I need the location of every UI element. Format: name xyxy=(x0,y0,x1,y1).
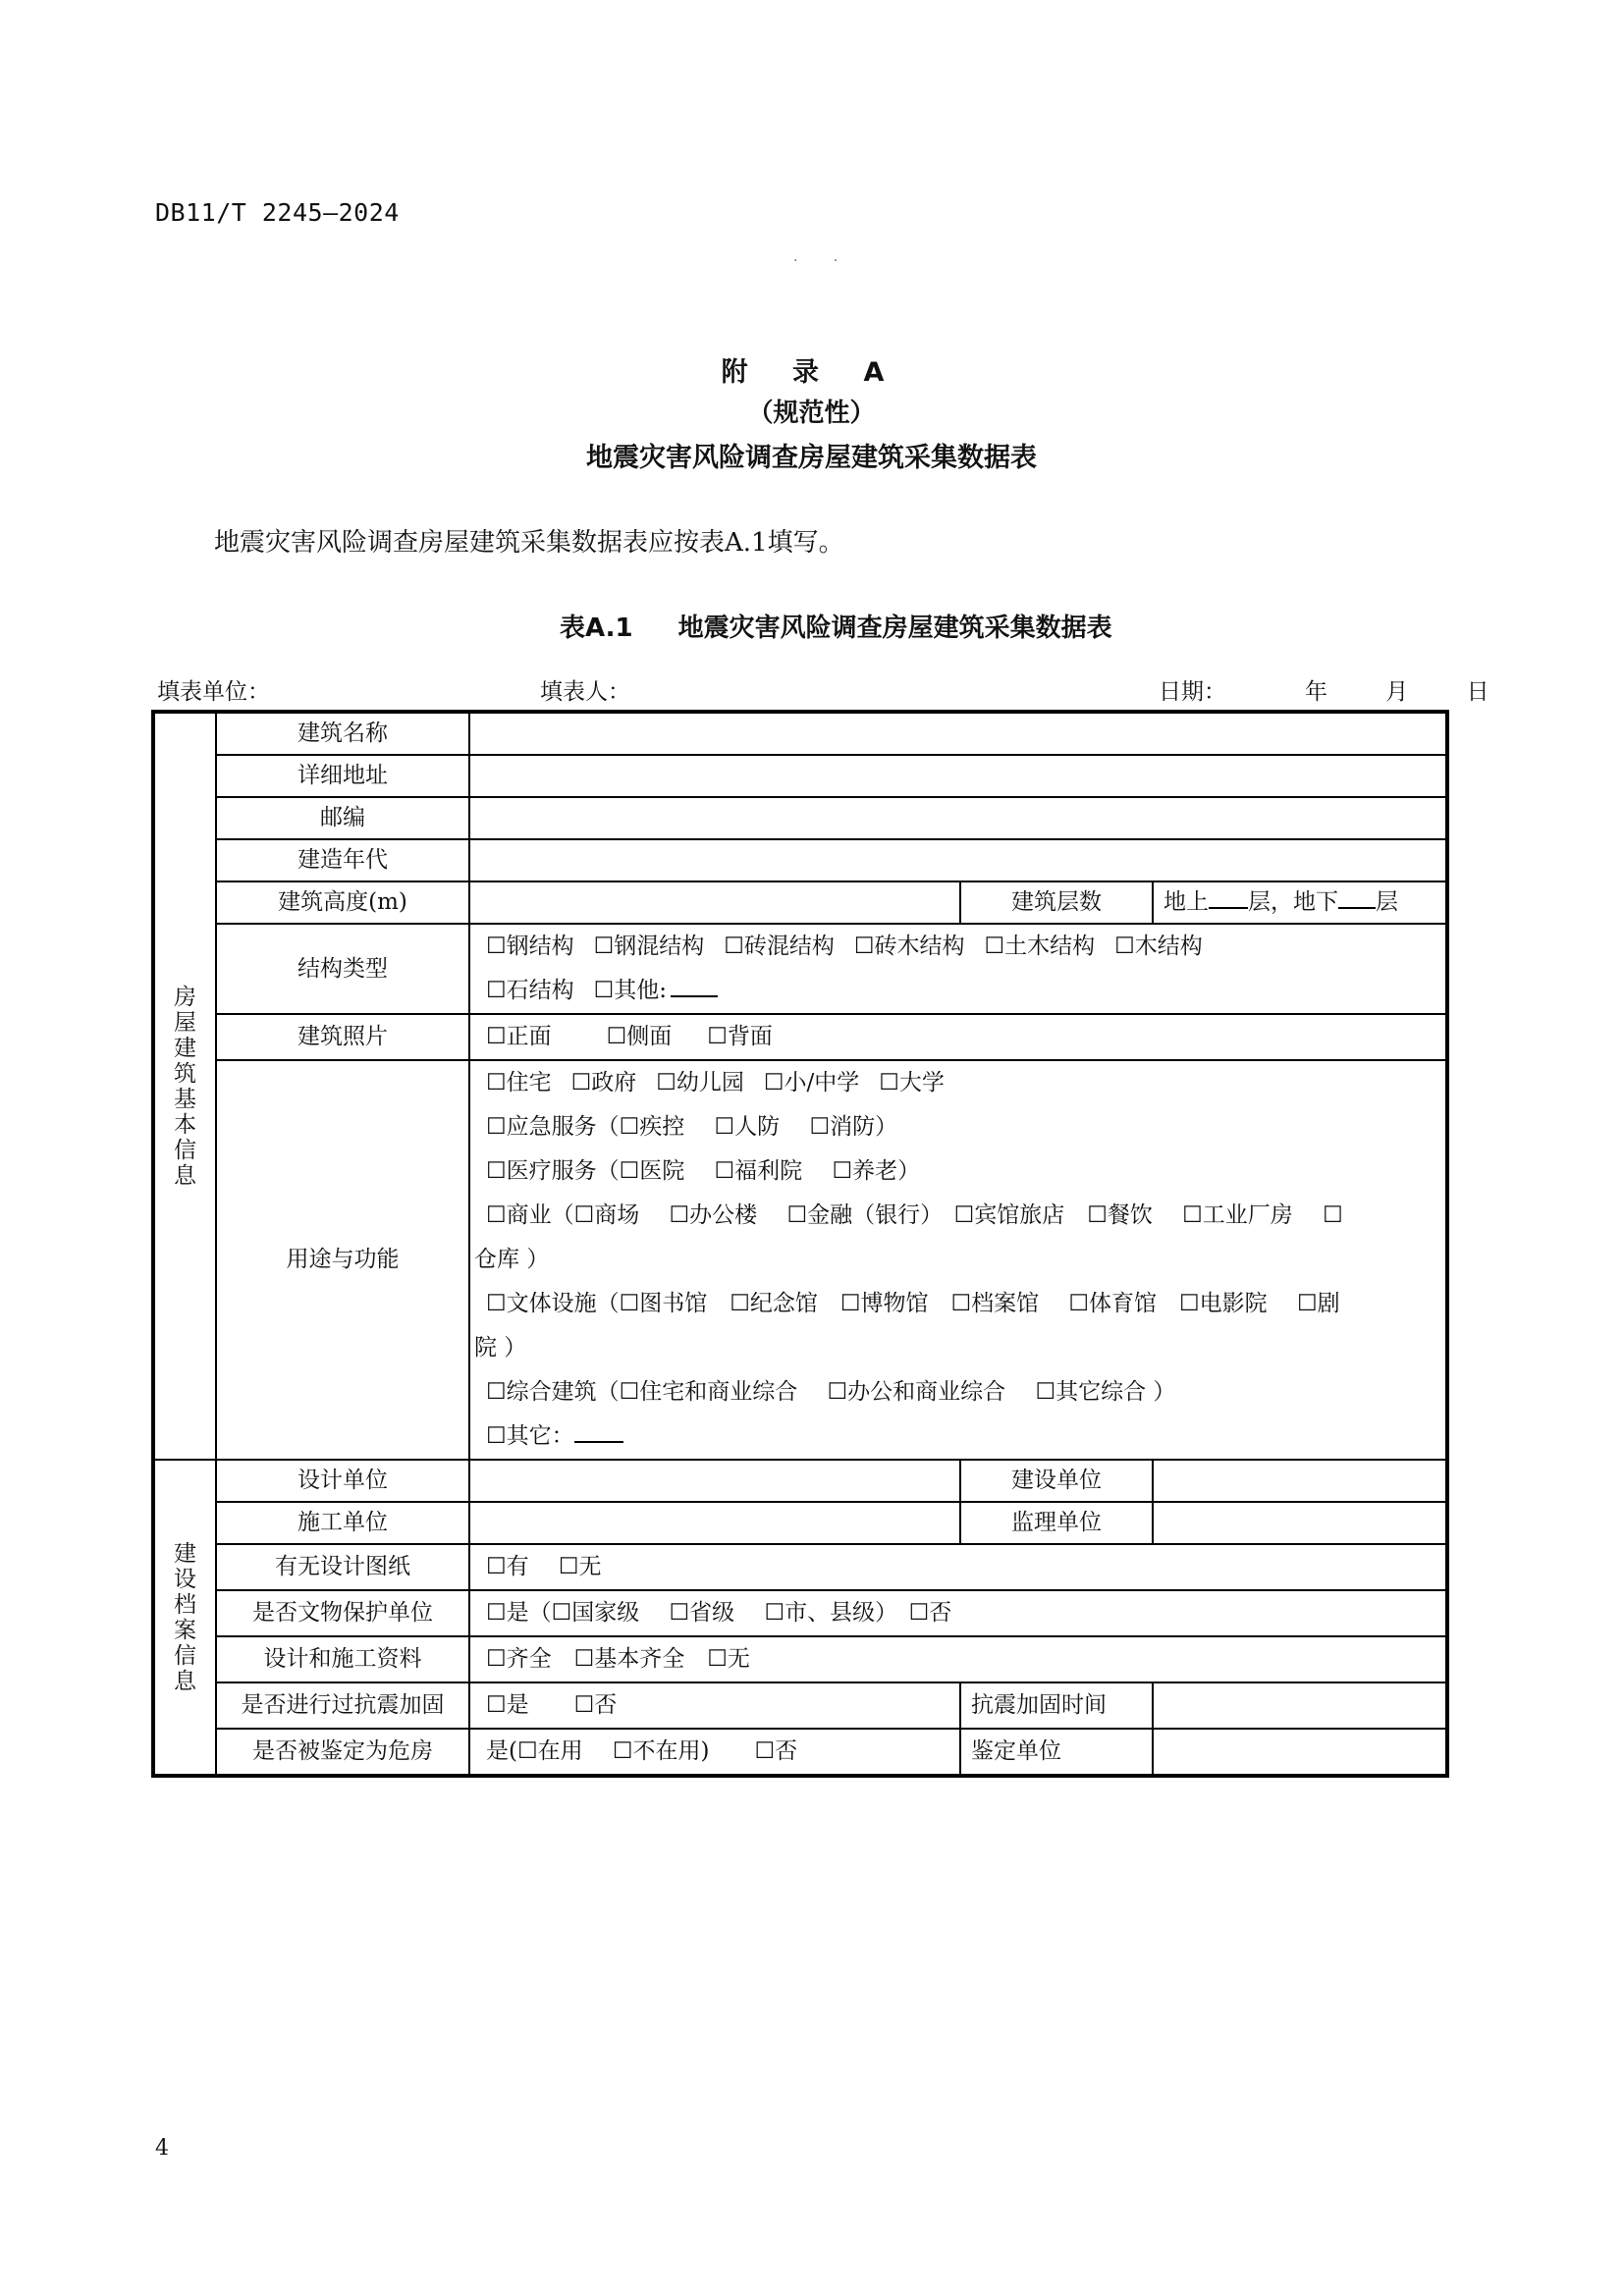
checkbox-photo-back[interactable]: ☐背面 xyxy=(707,1024,773,1049)
label-building-name: 建筑名称 xyxy=(216,712,469,755)
label-height: 建筑高度(m) xyxy=(216,881,469,924)
label-drawings: 有无设计图纸 xyxy=(216,1544,469,1590)
floors-unit-label: 层 xyxy=(1376,889,1398,915)
label-design-unit: 设计单位 xyxy=(216,1460,469,1502)
data-collection-table xyxy=(151,710,1449,1778)
floors-above-blank[interactable] xyxy=(1209,907,1248,909)
page-number: 4 xyxy=(155,2136,169,2161)
label-retrofit-time: 抗震加固时间 xyxy=(960,1682,1153,1729)
decorative-dots: · · xyxy=(793,253,854,269)
structure-options-line1 xyxy=(486,925,1430,969)
label-address: 详细地址 xyxy=(216,755,469,797)
field-appraisal-unit[interactable] xyxy=(1153,1729,1447,1776)
field-usage xyxy=(469,1060,1447,1460)
usage-line-culture-cont: 院 ） xyxy=(474,1335,527,1361)
checkbox-residential[interactable]: ☐住宅 xyxy=(486,1070,552,1095)
usage-other-blank[interactable] xyxy=(574,1441,623,1443)
fill-unit-label: 填表单位： xyxy=(157,679,270,705)
label-build-unit: 建设单位 xyxy=(960,1460,1153,1502)
label-structure-type: 结构类型 xyxy=(216,924,469,1014)
fill-date-label xyxy=(1159,673,1515,706)
structure-other-blank[interactable] xyxy=(671,995,718,997)
checkbox-stone[interactable]: ☐石结构 xyxy=(486,978,574,1003)
table-caption xyxy=(560,608,1112,644)
label-retrofit: 是否进行过抗震加固 xyxy=(216,1682,469,1729)
label-heritage: 是否文物保护单位 xyxy=(216,1590,469,1636)
field-docs[interactable]: ☐齐全 ☐基本齐全 ☐无 xyxy=(469,1636,1447,1682)
appendix-name: 地震灾害风险调查房屋建筑采集数据表 xyxy=(586,443,1037,473)
structure-options-line2 xyxy=(486,969,1430,1013)
checkbox-photo-side[interactable]: ☐侧面 xyxy=(606,1024,673,1049)
usage-line-commercial-cont: 仓库 ） xyxy=(474,1247,550,1272)
field-photos xyxy=(469,1014,1447,1060)
field-build-year[interactable] xyxy=(469,839,1447,881)
checkbox-steel[interactable]: ☐钢结构 xyxy=(486,934,574,959)
group-archive-info: 建设档案信息 xyxy=(153,1460,216,1776)
label-usage: 用途与功能 xyxy=(216,1060,469,1460)
standard-code: DB11/T 2245—2024 xyxy=(155,198,400,227)
label-photos: 建筑照片 xyxy=(216,1014,469,1060)
usage-line1 xyxy=(474,1061,1445,1105)
field-supervise-unit[interactable] xyxy=(1153,1502,1447,1544)
floors-below-blank[interactable] xyxy=(1338,907,1376,909)
table-caption-text: 地震灾害风险调查房屋建筑采集数据表 xyxy=(677,614,1112,643)
label-construct-unit: 施工单位 xyxy=(216,1502,469,1544)
field-floors[interactable] xyxy=(1153,881,1447,924)
checkbox-wood[interactable]: ☐木结构 xyxy=(1114,934,1203,959)
date-label: 日期： xyxy=(1159,679,1226,705)
checkbox-university[interactable]: ☐大学 xyxy=(879,1070,945,1095)
usage-line-medical[interactable]: ☐医疗服务（☐医院 ☐福利院 ☐养老） xyxy=(486,1158,921,1184)
field-height[interactable] xyxy=(469,881,960,924)
checkbox-photo-front[interactable]: ☐正面 xyxy=(486,1024,552,1049)
date-ymd: 年 月 日 xyxy=(1305,679,1515,705)
field-retrofit-time[interactable] xyxy=(1153,1682,1447,1729)
label-docs: 设计和施工资料 xyxy=(216,1636,469,1682)
field-design-unit[interactable] xyxy=(469,1460,960,1502)
checkbox-usage-other[interactable]: ☐其它： xyxy=(486,1423,574,1449)
field-building-name[interactable] xyxy=(469,712,1447,755)
label-postcode: 邮编 xyxy=(216,797,469,839)
checkbox-kindergarten[interactable]: ☐幼儿园 xyxy=(656,1070,744,1095)
usage-line-emergency[interactable]: ☐应急服务（☐疾控 ☐人防 ☐消防） xyxy=(486,1114,898,1140)
filler-label: 填表人： xyxy=(540,679,630,705)
checkbox-government[interactable]: ☐政府 xyxy=(570,1070,637,1095)
group-basic-info: 房屋建筑基本信息 xyxy=(153,712,216,1460)
field-build-unit[interactable] xyxy=(1153,1460,1447,1502)
label-dangerous: 是否被鉴定为危房 xyxy=(216,1729,469,1776)
checkbox-school[interactable]: ☐小/中学 xyxy=(763,1070,860,1095)
usage-line-other xyxy=(474,1415,1445,1459)
intro-paragraph: 地震灾害风险调查房屋建筑采集数据表应按表A.1填写。 xyxy=(214,528,844,558)
checkbox-structure-other[interactable]: ☐其他: xyxy=(593,978,667,1003)
checkbox-brick-wood[interactable]: ☐砖木结构 xyxy=(853,934,965,959)
appendix-normative: （规范性） xyxy=(747,399,876,428)
label-build-year: 建造年代 xyxy=(216,839,469,881)
field-construct-unit[interactable] xyxy=(469,1502,960,1544)
usage-line-complex[interactable]: ☐综合建筑（☐住宅和商业综合 ☐办公和商业综合 ☐其它综合 ） xyxy=(486,1379,1176,1405)
usage-line-culture[interactable]: ☐文体设施（☐图书馆 ☐纪念馆 ☐博物馆 ☐档案馆 ☐体育馆 ☐电影院 ☐剧 xyxy=(486,1291,1340,1316)
field-retrofit[interactable]: ☐是 ☐否 xyxy=(469,1682,960,1729)
label-appraisal-unit: 鉴定单位 xyxy=(960,1729,1153,1776)
checkbox-brick-concrete[interactable]: ☐砖混结构 xyxy=(724,934,835,959)
field-postcode[interactable] xyxy=(469,797,1447,839)
field-dangerous[interactable]: 是(☐在用 ☐不在用) ☐否 xyxy=(469,1729,960,1776)
field-address[interactable] xyxy=(469,755,1447,797)
field-structure-type xyxy=(469,924,1447,1014)
label-floors: 建筑层数 xyxy=(960,881,1153,924)
checkbox-steel-concrete[interactable]: ☐钢混结构 xyxy=(593,934,705,959)
floors-above-label: 地上 xyxy=(1163,889,1209,915)
field-drawings[interactable]: ☐有 ☐无 xyxy=(469,1544,1447,1590)
appendix-title: 附 录 A xyxy=(721,357,902,388)
label-supervise-unit: 监理单位 xyxy=(960,1502,1153,1544)
usage-line-commercial[interactable]: ☐商业（☐商场 ☐办公楼 ☐金融（银行） ☐宾馆旅店 ☐餐饮 ☐工业厂房 ☐ xyxy=(486,1202,1343,1228)
floors-below-label: 层，地下 xyxy=(1248,889,1338,915)
checkbox-earth-wood[interactable]: ☐土木结构 xyxy=(984,934,1096,959)
table-number: 表A.1 xyxy=(560,614,633,643)
field-heritage[interactable]: ☐是（☐国家级 ☐省级 ☐市、县级） ☐否 xyxy=(469,1590,1447,1636)
